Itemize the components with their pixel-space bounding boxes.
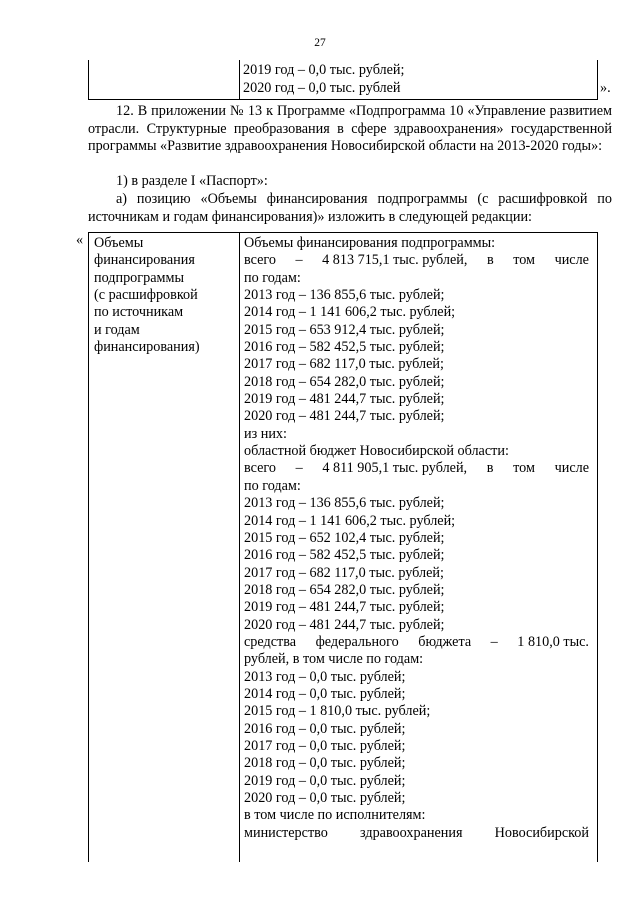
total-line bbox=[244, 252, 589, 269]
year-line: 2013 год – 0,0 тыс. рублей; bbox=[244, 668, 406, 685]
column-divider bbox=[239, 233, 240, 862]
label-line: по источникам bbox=[94, 304, 184, 321]
year-line: 2015 год – 653 912,4 тыс. рублей; bbox=[244, 321, 445, 338]
year-line: 2016 год – 0,0 тыс. рублей; bbox=[244, 720, 406, 737]
total-line bbox=[244, 460, 589, 477]
text-fragment: министерство bbox=[244, 824, 328, 841]
by-years-label: по годам: bbox=[244, 477, 301, 494]
year-line: 2017 год – 682 117,0 тыс. рублей; bbox=[244, 564, 444, 581]
year-line: 2019 год – 481 244,7 тыс. рублей; bbox=[244, 391, 445, 408]
item-12-paragraph: 12. В приложении № 13 к Программе «Подпрограмма 10 «Управление развитием отрасли. Структурные преобразования в сфере здравоохранения» государственной программы «Развитие здравоохранения Новосибирской области на 2013-2020 годы»: bbox=[88, 103, 612, 154]
closing-quote: ». bbox=[600, 80, 611, 96]
text-fragment: всего bbox=[244, 460, 276, 477]
financing-details-cell bbox=[244, 235, 589, 842]
year-line: 2015 год – 1 810,0 тыс. рублей; bbox=[244, 703, 431, 720]
year-line: 2016 год – 582 452,5 тыс. рублей; bbox=[244, 339, 445, 356]
financing-table bbox=[88, 232, 598, 862]
regional-budget-label: областной бюджет Новосибирской области: bbox=[244, 443, 509, 460]
year-line: 2014 год – 1 141 606,2 тыс. рублей; bbox=[244, 512, 456, 529]
subitem-1: 1) в разделе I «Паспорт»: bbox=[116, 173, 268, 189]
text-fragment: бюджета bbox=[418, 633, 472, 650]
label-line: финансирования bbox=[94, 252, 195, 269]
label-line: (с расшифровкой bbox=[94, 287, 198, 304]
federal-budget-line bbox=[244, 634, 589, 651]
label-line: финансирования) bbox=[94, 339, 200, 356]
page-number: 27 bbox=[314, 37, 326, 49]
subitem-a-paragraph: а) позицию «Объемы финансирования подпрограммы (с расшифровкой по источникам и годам финансирования)» изложить в следующей редакции: bbox=[88, 191, 612, 225]
opening-quote: « bbox=[76, 232, 84, 248]
financing-heading: Объемы финансирования подпрограммы: bbox=[244, 235, 496, 251]
year-line: 2018 год – 654 282,0 тыс. рублей; bbox=[244, 373, 445, 390]
year-line: 2020 год – 481 244,7 тыс. рублей; bbox=[244, 408, 445, 425]
year-line: 2015 год – 652 102,4 тыс. рублей; bbox=[244, 529, 445, 546]
label-line: Объемы bbox=[94, 235, 144, 251]
text-fragment: в bbox=[486, 252, 494, 269]
ministry-line bbox=[244, 825, 589, 842]
executors-label: в том числе по исполнителям: bbox=[244, 807, 426, 824]
text-fragment: всего bbox=[244, 252, 276, 269]
of-them-label: из них: bbox=[244, 425, 287, 442]
year-line: 2017 год – 0,0 тыс. рублей; bbox=[244, 737, 406, 754]
table-line-2020: 2020 год – 0,0 тыс. рублей bbox=[243, 80, 401, 96]
label-line: и годам bbox=[94, 321, 140, 338]
text-fragment: Новосибирской bbox=[494, 824, 589, 841]
text-fragment: – bbox=[295, 460, 303, 477]
year-line: 2019 год – 0,0 тыс. рублей; bbox=[244, 772, 406, 789]
year-line: 2013 год – 136 855,6 тыс. рублей; bbox=[244, 495, 445, 512]
year-line: 2020 год – 0,0 тыс. рублей; bbox=[244, 790, 406, 806]
text-fragment: том bbox=[513, 460, 535, 477]
text-fragment: числе bbox=[554, 252, 589, 269]
text-fragment: 4 813 715,1 тыс. рублей, bbox=[322, 252, 468, 269]
label-line: подпрограммы bbox=[94, 269, 184, 286]
year-line: 2013 год – 136 855,6 тыс. рублей; bbox=[244, 287, 445, 304]
text-fragment: – bbox=[490, 633, 498, 650]
text-fragment: том bbox=[513, 252, 536, 269]
by-years-label: по годам: bbox=[244, 269, 301, 286]
text-fragment: числе bbox=[554, 460, 589, 477]
text-fragment: 4 811 905,1 тыс. рублей, bbox=[322, 460, 468, 477]
year-line: 2018 год – 0,0 тыс. рублей; bbox=[244, 755, 406, 772]
position-label-cell bbox=[94, 235, 234, 356]
federal-budget-line-2: рублей, в том числе по годам: bbox=[244, 651, 424, 668]
year-line: 2016 год – 582 452,5 тыс. рублей; bbox=[244, 547, 445, 564]
year-line: 2020 год – 481 244,7 тыс. рублей; bbox=[244, 616, 445, 633]
text-fragment: в bbox=[486, 460, 494, 477]
year-line: 2017 год – 682 117,0 тыс. рублей; bbox=[244, 356, 444, 373]
year-line: 2019 год – 481 244,7 тыс. рублей; bbox=[244, 599, 445, 616]
year-line: 2014 год – 0,0 тыс. рублей; bbox=[244, 685, 406, 702]
text-fragment: 1 810,0 тыс. bbox=[517, 633, 589, 650]
year-line: 2014 год – 1 141 606,2 тыс. рублей; bbox=[244, 304, 456, 321]
text-fragment: – bbox=[295, 252, 303, 269]
table-line-2019: 2019 год – 0,0 тыс. рублей; bbox=[243, 62, 405, 78]
text-fragment: федерального bbox=[315, 633, 399, 650]
year-line: 2018 год – 654 282,0 тыс. рублей; bbox=[244, 581, 445, 598]
text-fragment: средства bbox=[244, 633, 297, 650]
column-divider bbox=[239, 60, 240, 99]
text-fragment: здравоохранения bbox=[360, 824, 463, 841]
continued-table bbox=[88, 60, 598, 100]
